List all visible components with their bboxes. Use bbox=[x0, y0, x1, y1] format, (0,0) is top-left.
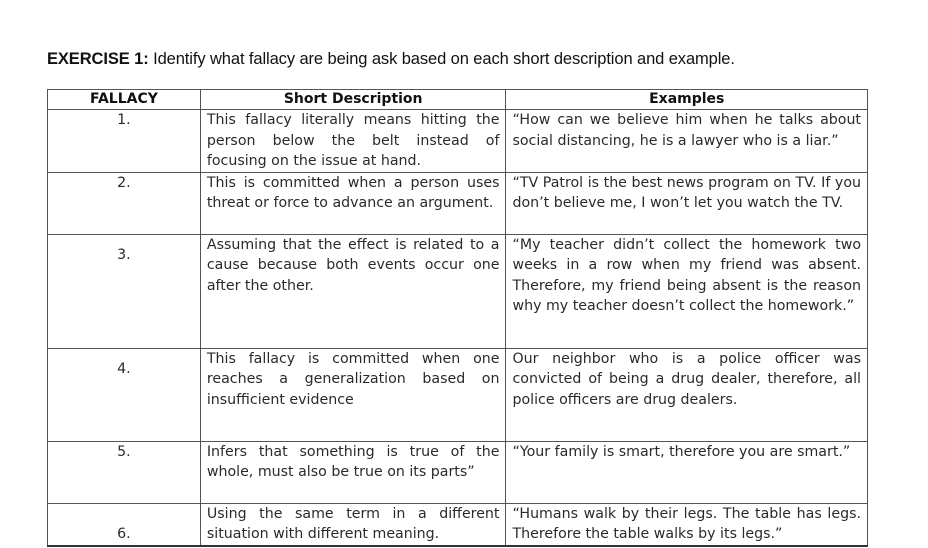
column-header-examples: Examples bbox=[506, 90, 868, 110]
description-cell: Using the same term in a different situation with different meaning. bbox=[200, 503, 506, 546]
example-cell: “How can we believe him when he talks about social distancing, he is a lawyer who is a liar.” bbox=[506, 110, 868, 173]
description-cell: This is committed when a person uses threat or force to advance an argument. bbox=[200, 172, 506, 234]
fallacy-answer-cell[interactable]: 5. bbox=[48, 441, 201, 503]
column-header-fallacy: FALLACY bbox=[48, 90, 201, 110]
fallacy-answer-cell[interactable]: 3. bbox=[48, 234, 201, 348]
example-cell: “Your family is smart, therefore you are smart.” bbox=[506, 441, 868, 503]
fallacy-answer-cell[interactable]: 2. bbox=[48, 172, 201, 234]
example-cell: “My teacher didn’t collect the homework two weeks in a row when my friend was absent. Therefore, my friend being absent is the reason why my teacher doesn’t collect the homework.” bbox=[506, 234, 868, 348]
table-row bbox=[48, 348, 868, 441]
table-row bbox=[48, 234, 868, 348]
table-row bbox=[48, 172, 868, 234]
exercise-instruction: Identify what fallacy are being ask based on each short description and example. bbox=[148, 50, 735, 68]
table-row bbox=[48, 110, 868, 173]
description-cell: This fallacy is committed when one reaches a generalization based on insufficient evidence bbox=[200, 348, 506, 441]
fallacy-answer-cell[interactable]: 4. bbox=[48, 348, 201, 441]
exercise-title bbox=[47, 50, 735, 69]
description-cell: This fallacy literally means hitting the person below the belt instead of focusing on the issue at hand. bbox=[200, 110, 506, 173]
example-cell: Our neighbor who is a police officer was convicted of being a drug dealer, therefore, all police officers are drug dealers. bbox=[506, 348, 868, 441]
exercise-label: EXERCISE 1: bbox=[47, 50, 149, 68]
example-cell: “TV Patrol is the best news program on TV. If you don’t believe me, I won’t let you watch the TV. bbox=[506, 172, 868, 234]
table-row bbox=[48, 441, 868, 503]
fallacy-answer-cell[interactable]: 6. bbox=[48, 503, 201, 546]
fallacy-answer-cell[interactable]: 1. bbox=[48, 110, 201, 173]
description-cell: Assuming that the effect is related to a cause because both events occur one after the other. bbox=[200, 234, 506, 348]
description-cell: Infers that something is true of the whole, must also be true on its parts” bbox=[200, 441, 506, 503]
example-cell: “Humans walk by their legs. The table has legs. Therefore the table walks by its legs.” bbox=[506, 503, 868, 546]
fallacy-table bbox=[47, 89, 868, 547]
table-header-row bbox=[48, 90, 868, 110]
table-row bbox=[48, 503, 868, 546]
column-header-description: Short Description bbox=[200, 90, 506, 110]
